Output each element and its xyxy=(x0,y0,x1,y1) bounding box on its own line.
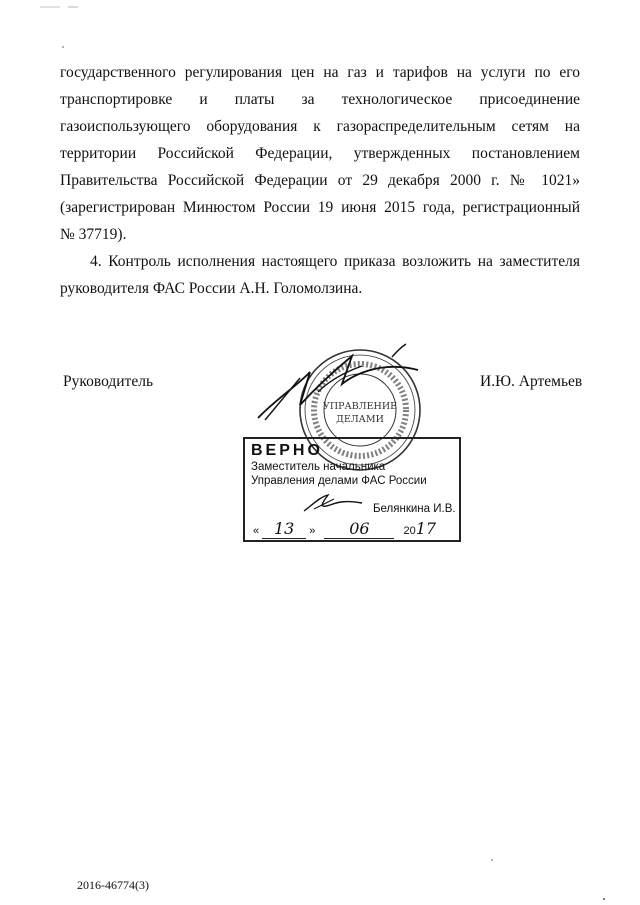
text-line: руководителя ФАС России А.Н. Голомолзина. xyxy=(60,280,363,297)
document-code: 2016-46774(3) xyxy=(77,878,149,892)
seal-text-2: ДЕЛАМИ xyxy=(336,414,384,425)
date-month: 06 xyxy=(324,519,394,539)
stamp-name: Белянкина И.В. xyxy=(373,503,456,515)
signer-name: И.Ю. Артемьев xyxy=(480,373,583,390)
date-year-suffix: 17 xyxy=(415,519,437,538)
text-line: государственного регулирования цен на газ и тарифов на услуги по его xyxy=(60,64,580,81)
text-line: (зарегистрирован Минюстом России 19 июня 2015 года, регистрационный xyxy=(60,199,580,216)
text-line: территории Российской Федерации, утвержденных постановлением xyxy=(60,145,580,162)
date-close-quote: » xyxy=(309,525,316,537)
text-line: 4. Контроль исполнения настоящего приказа возложить на заместителя xyxy=(90,253,580,270)
date-day: 13 xyxy=(262,519,306,539)
date-year-prefix: 20 xyxy=(403,525,416,537)
stamp-position-line2: Управления делами ФАС России xyxy=(251,475,427,487)
text-line: Правительства Российской Федерации от 29 декабря 2000 г. № 1021» xyxy=(60,172,580,189)
text-line: транспортировке и платы за технологическое присоединение xyxy=(60,91,580,108)
stamp-label: ВЕРНО xyxy=(251,442,323,459)
text-line: № 37719). xyxy=(60,226,127,243)
seal-text-1: УПРАВЛЕНИЕ xyxy=(322,401,398,412)
date-open-quote: « xyxy=(253,525,260,537)
text-line: газоиспользующего оборудования к газораспределительным сетям на xyxy=(60,118,580,135)
stamp-position-line1: Заместитель начальника xyxy=(251,461,386,473)
signer-title: Руководитель xyxy=(63,373,154,390)
